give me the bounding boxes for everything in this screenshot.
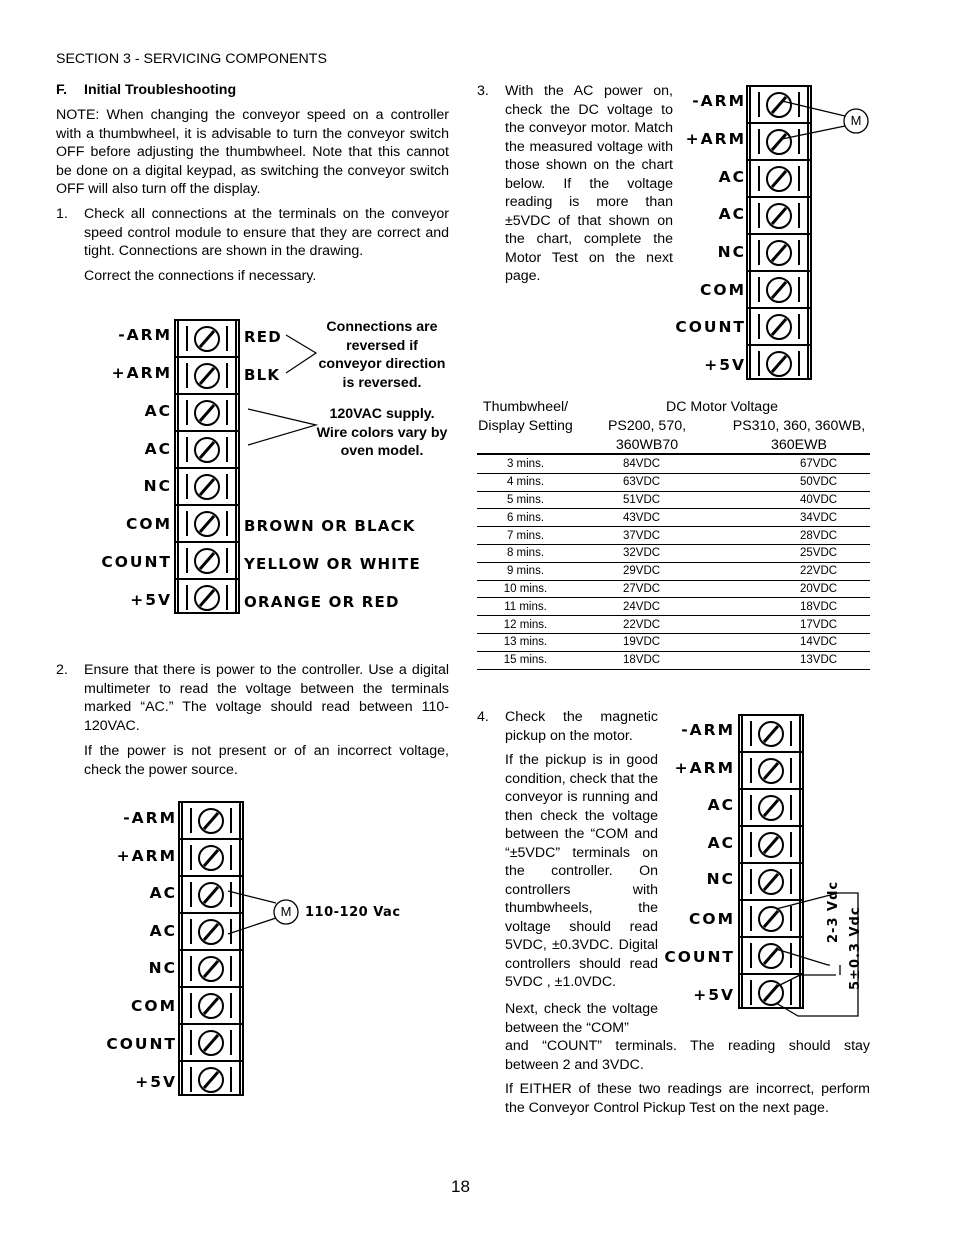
terminal-diagram-ac-test xyxy=(100,800,420,1100)
terminal-label-com: COM xyxy=(700,281,746,299)
table-header-ps310: PS310, 360, 360WB, 360EWB xyxy=(732,418,866,453)
terminal-label-com: COM xyxy=(131,997,177,1015)
step-1-text-2: Correct the connections if necessary. xyxy=(84,268,317,284)
cell-voltage-ps200: 32VDC xyxy=(574,544,771,562)
heading-text: Initial Troubleshooting xyxy=(84,82,237,98)
table-row xyxy=(477,633,870,651)
cell-voltage-ps310: 17VDC xyxy=(771,616,870,634)
cell-voltage-ps310: 13VDC xyxy=(771,651,870,669)
cell-voltage-ps310: 22VDC xyxy=(771,562,870,580)
cell-setting: 5 mins. xyxy=(477,491,574,509)
table-row xyxy=(477,509,870,527)
terminal-label-com: COM xyxy=(689,910,735,928)
cell-voltage-ps200: 43VDC xyxy=(574,509,771,527)
table-row xyxy=(477,544,870,562)
step-4-text-2: If the pickup is in good condition, check that the conveyor is running and then check the voltage between the “COM and “±5VDC” terminals on the controller. On controllers with thumbwheels, the voltage should read 5VDC, ±0.3VDC. Digital controllers should read 5VDC , ±1.0VDC. xyxy=(505,752,659,990)
pickup-probe-wires xyxy=(660,713,880,1023)
terminal-label-ac: AC xyxy=(144,440,172,458)
terminal-label-pos-arm: +ARM xyxy=(674,759,735,777)
terminal-label-5v: +5V xyxy=(704,356,746,374)
step-4-text-3a: Next, check the voltage between the “COM” xyxy=(505,1001,658,1036)
cell-voltage-ps310: 25VDC xyxy=(771,544,870,562)
terminal-label-neg-arm: -ARM xyxy=(118,326,172,344)
step-4-number: 4. xyxy=(477,709,489,725)
step-1-number: 1. xyxy=(56,206,68,222)
motor-symbol: M xyxy=(850,113,862,128)
dc-motor-voltage-table xyxy=(477,396,871,676)
cell-setting: 9 mins. xyxy=(477,562,574,580)
terminal-label-nc: NC xyxy=(143,477,172,495)
motor-symbol: M xyxy=(280,904,292,919)
cell-voltage-ps310: 34VDC xyxy=(771,509,870,527)
terminal-label-ac: AC xyxy=(149,922,177,940)
terminal-label-count: COUNT xyxy=(675,318,746,336)
wire-label-count: YELLOW OR WHITE xyxy=(244,555,421,573)
terminal-label-neg-arm: -ARM xyxy=(123,809,177,827)
terminal-label-5v: +5V xyxy=(693,986,735,1004)
cell-voltage-ps310: 67VDC xyxy=(771,456,870,473)
terminal-label-ac: AC xyxy=(707,796,735,814)
section-heading xyxy=(56,82,236,98)
terminal-label-nc: NC xyxy=(717,243,746,261)
table-row xyxy=(477,616,870,634)
step-1-text: Check all connections at the terminals on the conveyor speed control module to ensure that they are correct and tight. Connections are shown in the drawing. xyxy=(84,206,449,259)
table-row xyxy=(477,473,870,491)
table-row xyxy=(477,491,870,509)
terminal-label-5v: +5V xyxy=(130,591,172,609)
terminal-label-ac: AC xyxy=(149,884,177,902)
cell-voltage-ps310: 18VDC xyxy=(771,598,870,616)
cell-setting: 15 mins. xyxy=(477,651,574,669)
wire-label-5v: ORANGE OR RED xyxy=(244,593,400,611)
terminal-label-neg-arm: -ARM xyxy=(681,721,735,739)
terminal-label-nc: NC xyxy=(148,959,177,977)
cell-setting: 10 mins. xyxy=(477,580,574,598)
table-row xyxy=(477,651,870,669)
cell-voltage-ps310: 28VDC xyxy=(771,527,870,545)
step-4-text: Check the magnetic pickup on the motor. xyxy=(505,709,658,744)
voltage-table-body xyxy=(477,456,870,670)
table-header-setting: Thumbwheel/ Display Setting xyxy=(478,399,573,434)
cell-setting: 12 mins. xyxy=(477,616,574,634)
voltage-label-ac: 110-120 Vac xyxy=(305,905,401,920)
terminal-label-com: COM xyxy=(126,515,172,533)
step-2-text: Ensure that there is power to the controller. Use a digital multimeter to read the voltage between the terminals marked “AC.” The voltage should read between 110-120VAC. xyxy=(84,662,449,734)
cell-voltage-ps310: 14VDC xyxy=(771,633,870,651)
cell-setting: 7 mins. xyxy=(477,527,574,545)
terminal-diagram-pickup xyxy=(660,713,880,1023)
table-row xyxy=(477,580,870,598)
cell-voltage-ps200: 19VDC xyxy=(574,633,771,651)
cell-setting: 11 mins. xyxy=(477,598,574,616)
page-number: 18 xyxy=(451,1177,470,1196)
terminal-label-neg-arm: -ARM xyxy=(692,92,746,110)
table-header-rule xyxy=(477,453,870,455)
terminal-label-pos-arm: +ARM xyxy=(685,130,746,148)
ac-probe-wires xyxy=(100,800,420,1100)
section-title: SECTION 3 - SERVICING COMPONENTS xyxy=(56,51,327,67)
cell-voltage-ps200: 22VDC xyxy=(574,616,771,634)
cell-setting: 4 mins. xyxy=(477,473,574,491)
step-3-number: 3. xyxy=(477,83,489,99)
voltage-label-5vdc: 5±0.3 Vdc xyxy=(848,906,863,990)
note-connections-reversed: Connections are reversed if conveyor direction is reversed. xyxy=(318,319,446,391)
cell-voltage-ps310: 20VDC xyxy=(771,580,870,598)
cell-setting: 3 mins. xyxy=(477,456,574,473)
heading-letter: F. xyxy=(56,82,68,98)
cell-voltage-ps310: 50VDC xyxy=(771,473,870,491)
step-4-text-3b: and “COUNT” terminals. The reading should stay between 2 and 3VDC. xyxy=(505,1038,870,1073)
step-2-number: 2. xyxy=(56,662,68,678)
table-header-ps200: PS200, 570, 360WB70 xyxy=(607,418,687,453)
table-header-group: DC Motor Voltage xyxy=(666,399,778,415)
terminal-label-nc: NC xyxy=(706,870,735,888)
table-row xyxy=(477,562,870,580)
note-120vac-supply: 120VAC supply. Wire colors vary by oven model. xyxy=(316,406,448,459)
cell-setting: 8 mins. xyxy=(477,544,574,562)
cell-voltage-ps200: 29VDC xyxy=(574,562,771,580)
cell-voltage-ps200: 27VDC xyxy=(574,580,771,598)
motor-probe-wires xyxy=(676,84,876,204)
cell-voltage-ps200: 37VDC xyxy=(574,527,771,545)
terminal-label-ac: AC xyxy=(718,205,746,223)
cell-setting: 6 mins. xyxy=(477,509,574,527)
terminal-label-count: COUNT xyxy=(106,1035,177,1053)
terminal-diagram-dc-motor xyxy=(676,84,876,384)
table-row xyxy=(477,598,870,616)
note-paragraph: NOTE: When changing the conveyor speed on a controller with a thumbwheel, it is advisable to turn the conveyor switch OFF before adjusting the thumbwheel. Note that this cannot be done on a digital keypad, as switching the conveyor switch OFF will also turn off the display. xyxy=(56,107,449,197)
cell-voltage-ps200: 18VDC xyxy=(574,651,771,669)
table-row xyxy=(477,527,870,545)
wire-label-red: RED xyxy=(244,328,282,346)
terminal-label-pos-arm: +ARM xyxy=(111,364,172,382)
terminal-label-ac: AC xyxy=(707,834,735,852)
table-row xyxy=(477,456,870,473)
wire-label-com: BROWN OR BLACK xyxy=(244,517,416,535)
step-2-text-2: If the power is not present or of an incorrect voltage, check the power source. xyxy=(84,743,449,778)
wire-label-blk: BLK xyxy=(244,366,281,384)
terminal-label-5v: +5V xyxy=(135,1073,177,1091)
cell-voltage-ps200: 63VDC xyxy=(574,473,771,491)
step-4-text-4: If EITHER of these two readings are incorrect, perform the Conveyor Control Pickup Test on the next page. xyxy=(505,1081,870,1116)
terminal-strip xyxy=(174,318,242,616)
cell-voltage-ps200: 51VDC xyxy=(574,491,771,509)
terminal-label-count: COUNT xyxy=(101,553,172,571)
cell-voltage-ps200: 84VDC xyxy=(574,456,771,473)
cell-voltage-ps310: 40VDC xyxy=(771,491,870,509)
cell-voltage-ps200: 24VDC xyxy=(574,598,771,616)
terminal-label-pos-arm: +ARM xyxy=(116,847,177,865)
terminal-label-ac: AC xyxy=(144,402,172,420)
voltage-label-2-3vdc: 2-3 Vdc xyxy=(826,880,841,943)
step-3-text: With the AC power on, check the DC voltage to the conveyor motor. Match the measured voltage with those shown on the chart below. If the voltage reading is more than ±5VDC of that shown on the chart, complete the Motor Test on the next page. xyxy=(505,83,673,284)
terminal-label-count: COUNT xyxy=(664,948,735,966)
terminal-label-ac: AC xyxy=(718,168,746,186)
cell-setting: 13 mins. xyxy=(477,633,574,651)
terminal-diagram-connections xyxy=(100,318,460,618)
